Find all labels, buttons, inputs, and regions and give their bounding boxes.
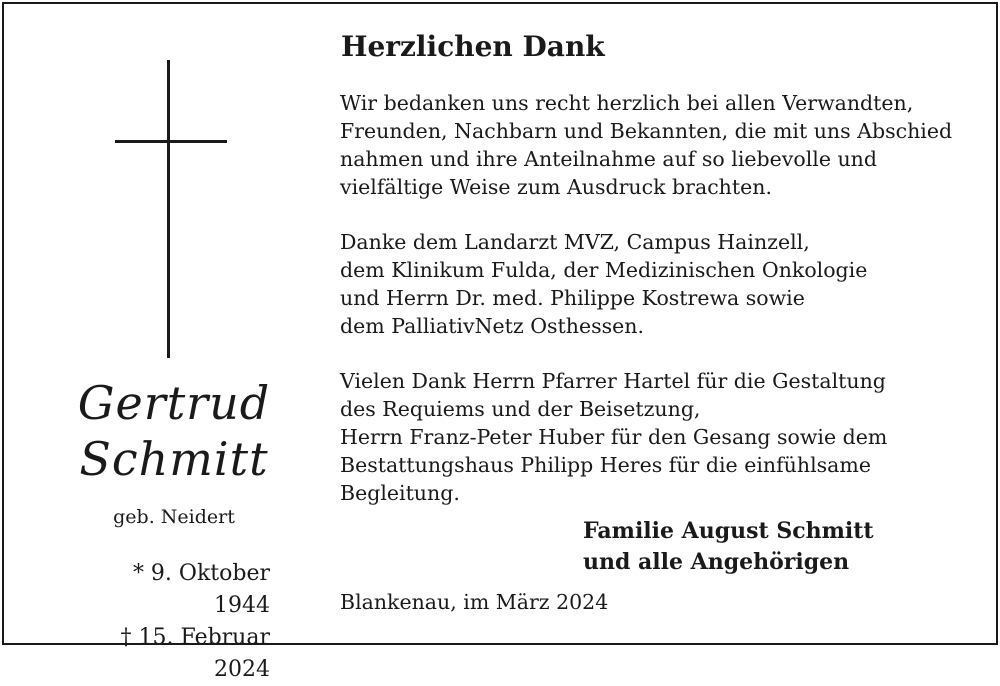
thanks-paragraph <box>340 228 940 340</box>
page-title: Herzlichen Dank <box>341 30 605 63</box>
text-line: Bestattungshaus Philipp Heres für die einfühlsame <box>340 453 871 477</box>
text-line: Danke dem Landarzt MVZ, Campus Hainzell, <box>340 230 810 254</box>
text-line: Begleitung. <box>340 481 460 505</box>
birth-date: * 9. Oktober 1944 <box>132 561 270 618</box>
text-line: Freunden, Nachbarn und Bekannten, die mit uns Abschied <box>340 119 953 143</box>
thanks-paragraph <box>340 367 940 507</box>
family-line: und alle Angehörigen <box>583 549 850 575</box>
text-line: Vielen Dank Herrn Pfarrer Hartel für die Gestaltung <box>340 369 886 393</box>
text-line: Wir bedanken uns recht herzlich bei allen Verwandten, <box>340 91 914 115</box>
deceased-last-name: Schmitt <box>79 432 269 486</box>
family-signature <box>583 516 874 578</box>
place-date: Blankenau, im März 2024 <box>340 590 609 614</box>
family-line: Familie August Schmitt <box>583 518 874 544</box>
text-line: vielfältige Weise zum Ausdruck brachten. <box>340 175 772 199</box>
life-dates <box>70 558 270 686</box>
text-line: nahmen und ihre Anteilnahme auf so liebevolle und <box>340 147 877 171</box>
text-line: dem PalliativNetz Osthessen. <box>340 314 644 338</box>
text-line: und Herrn Dr. med. Philippe Kostrewa sowie <box>340 286 805 310</box>
text-line: dem Klinikum Fulda, der Medizinischen Onkologie <box>340 258 868 282</box>
text-line: Herrn Franz-Peter Huber für den Gesang sowie dem <box>340 425 888 449</box>
born-name: geb. Neidert <box>113 506 235 528</box>
deceased-first-name: Gertrud <box>77 376 271 430</box>
cross-icon-bar <box>115 140 227 143</box>
thanks-paragraph <box>340 89 953 201</box>
cross-icon <box>167 60 170 358</box>
text-line: des Requiems und der Beisetzung, <box>340 397 701 421</box>
death-date: † 15. Februar 2024 <box>120 625 270 682</box>
